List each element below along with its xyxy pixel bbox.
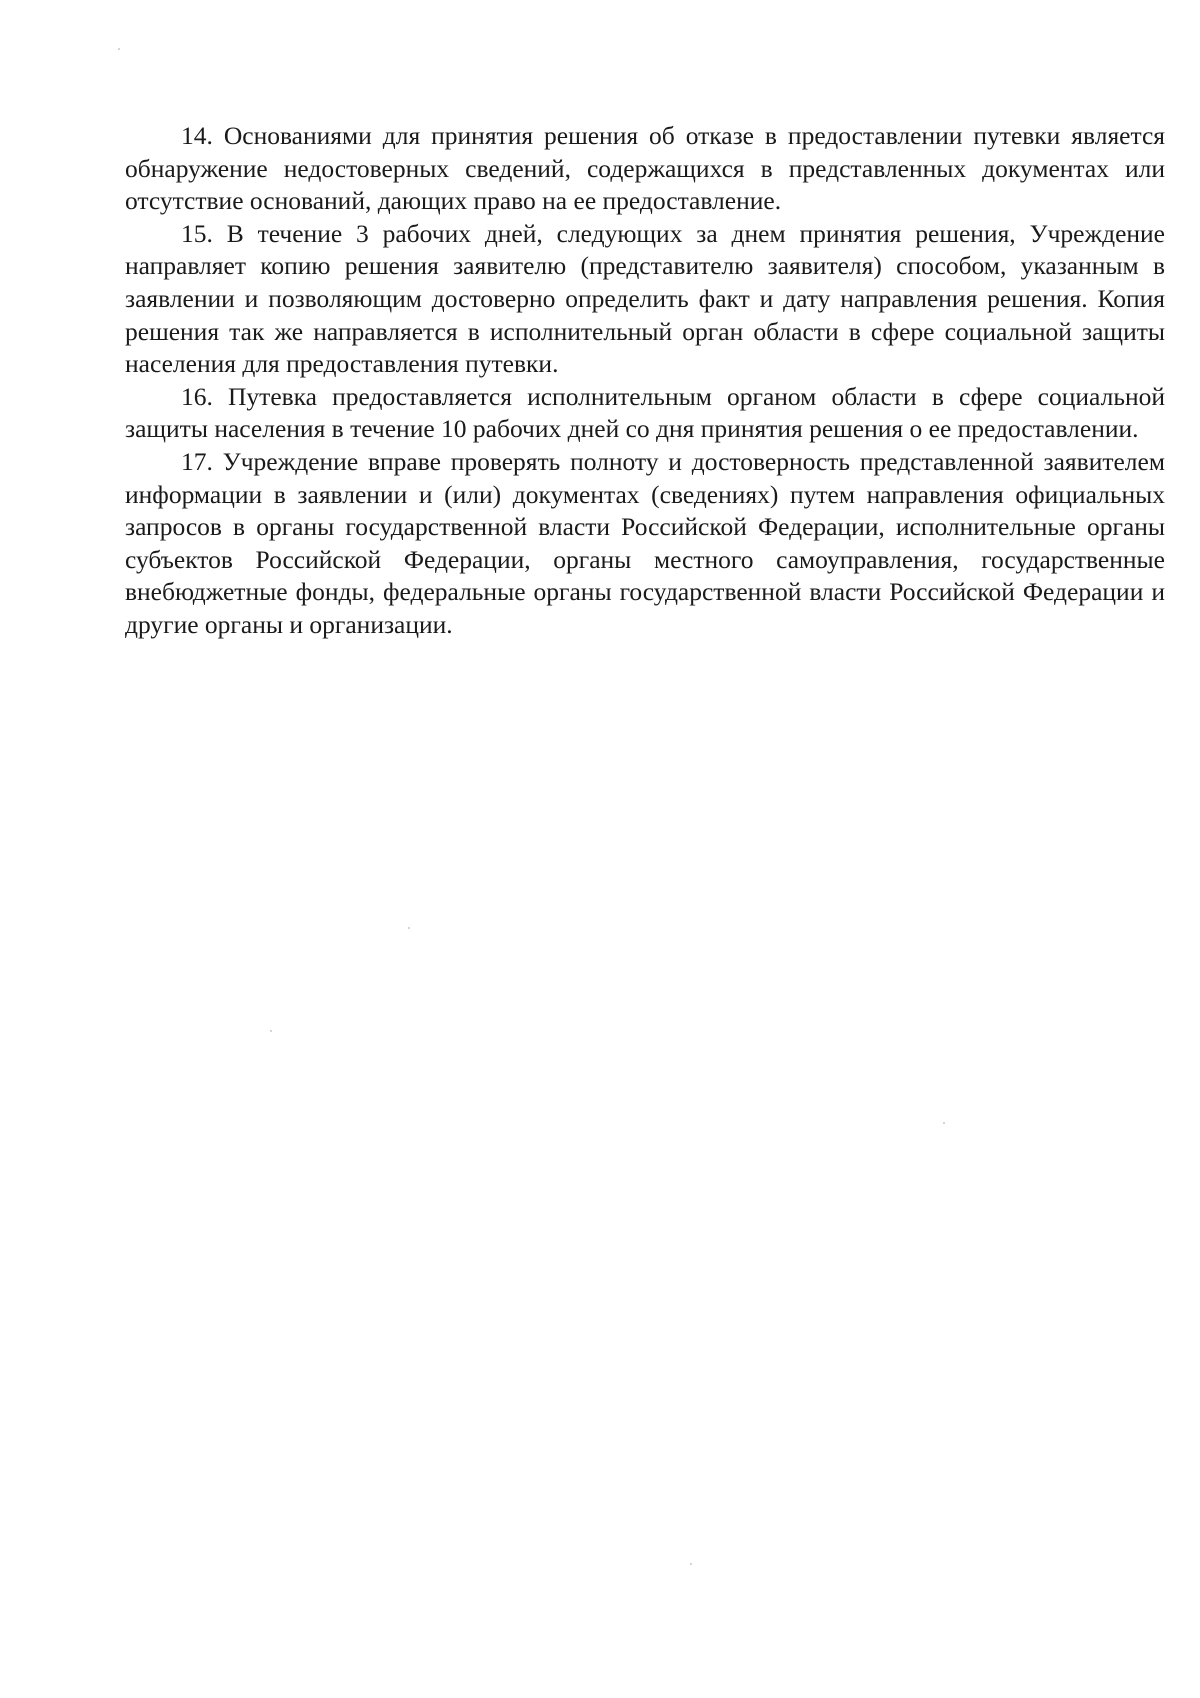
- paragraph-16: 16. Путевка предоставляется исполнительным органом области в сфере социальной защиты населения в течение 10 рабочих дней со дня принятия решения о ее предоставлении.: [125, 381, 1165, 444]
- scan-speck: [943, 1122, 945, 1124]
- paragraph-15: 15. В течение 3 рабочих дней, следующих за днем принятия решения, Учреждение направляет копию решения заявителю (представителю заявителя) способом, указанным в заявлении и позволяющим достоверно определить факт и дату направления решения. Копия решения так же направляется в исполнительный орган области в сфере социальной защиты населения для предоставления путевки.: [125, 218, 1165, 379]
- paragraph-14: 14. Основаниями для принятия решения об отказе в предоставлении путевки является обнаружение недостоверных сведений, содержащихся в представленных документах или отсутствие оснований, дающих право на ее предоставление.: [125, 121, 1165, 216]
- scan-speck: [270, 1030, 272, 1032]
- document-body: [125, 120, 1165, 642]
- paragraph-17: 17. Учреждение вправе проверять полноту и достоверность представленной заявителем информации в заявлении и (или) документах (сведениях) путем направления официальных запросов в органы государственной власти Российской Федерации, исполнительные органы субъектов Российской Федерации, органы местного самоуправления, государственные внебюджетные фонды, федеральные органы государственной власти Российской Федерации и другие органы и организации.: [125, 446, 1165, 639]
- scan-speck: [690, 1563, 692, 1565]
- scan-speck: [408, 927, 410, 929]
- scan-speck: [118, 48, 120, 50]
